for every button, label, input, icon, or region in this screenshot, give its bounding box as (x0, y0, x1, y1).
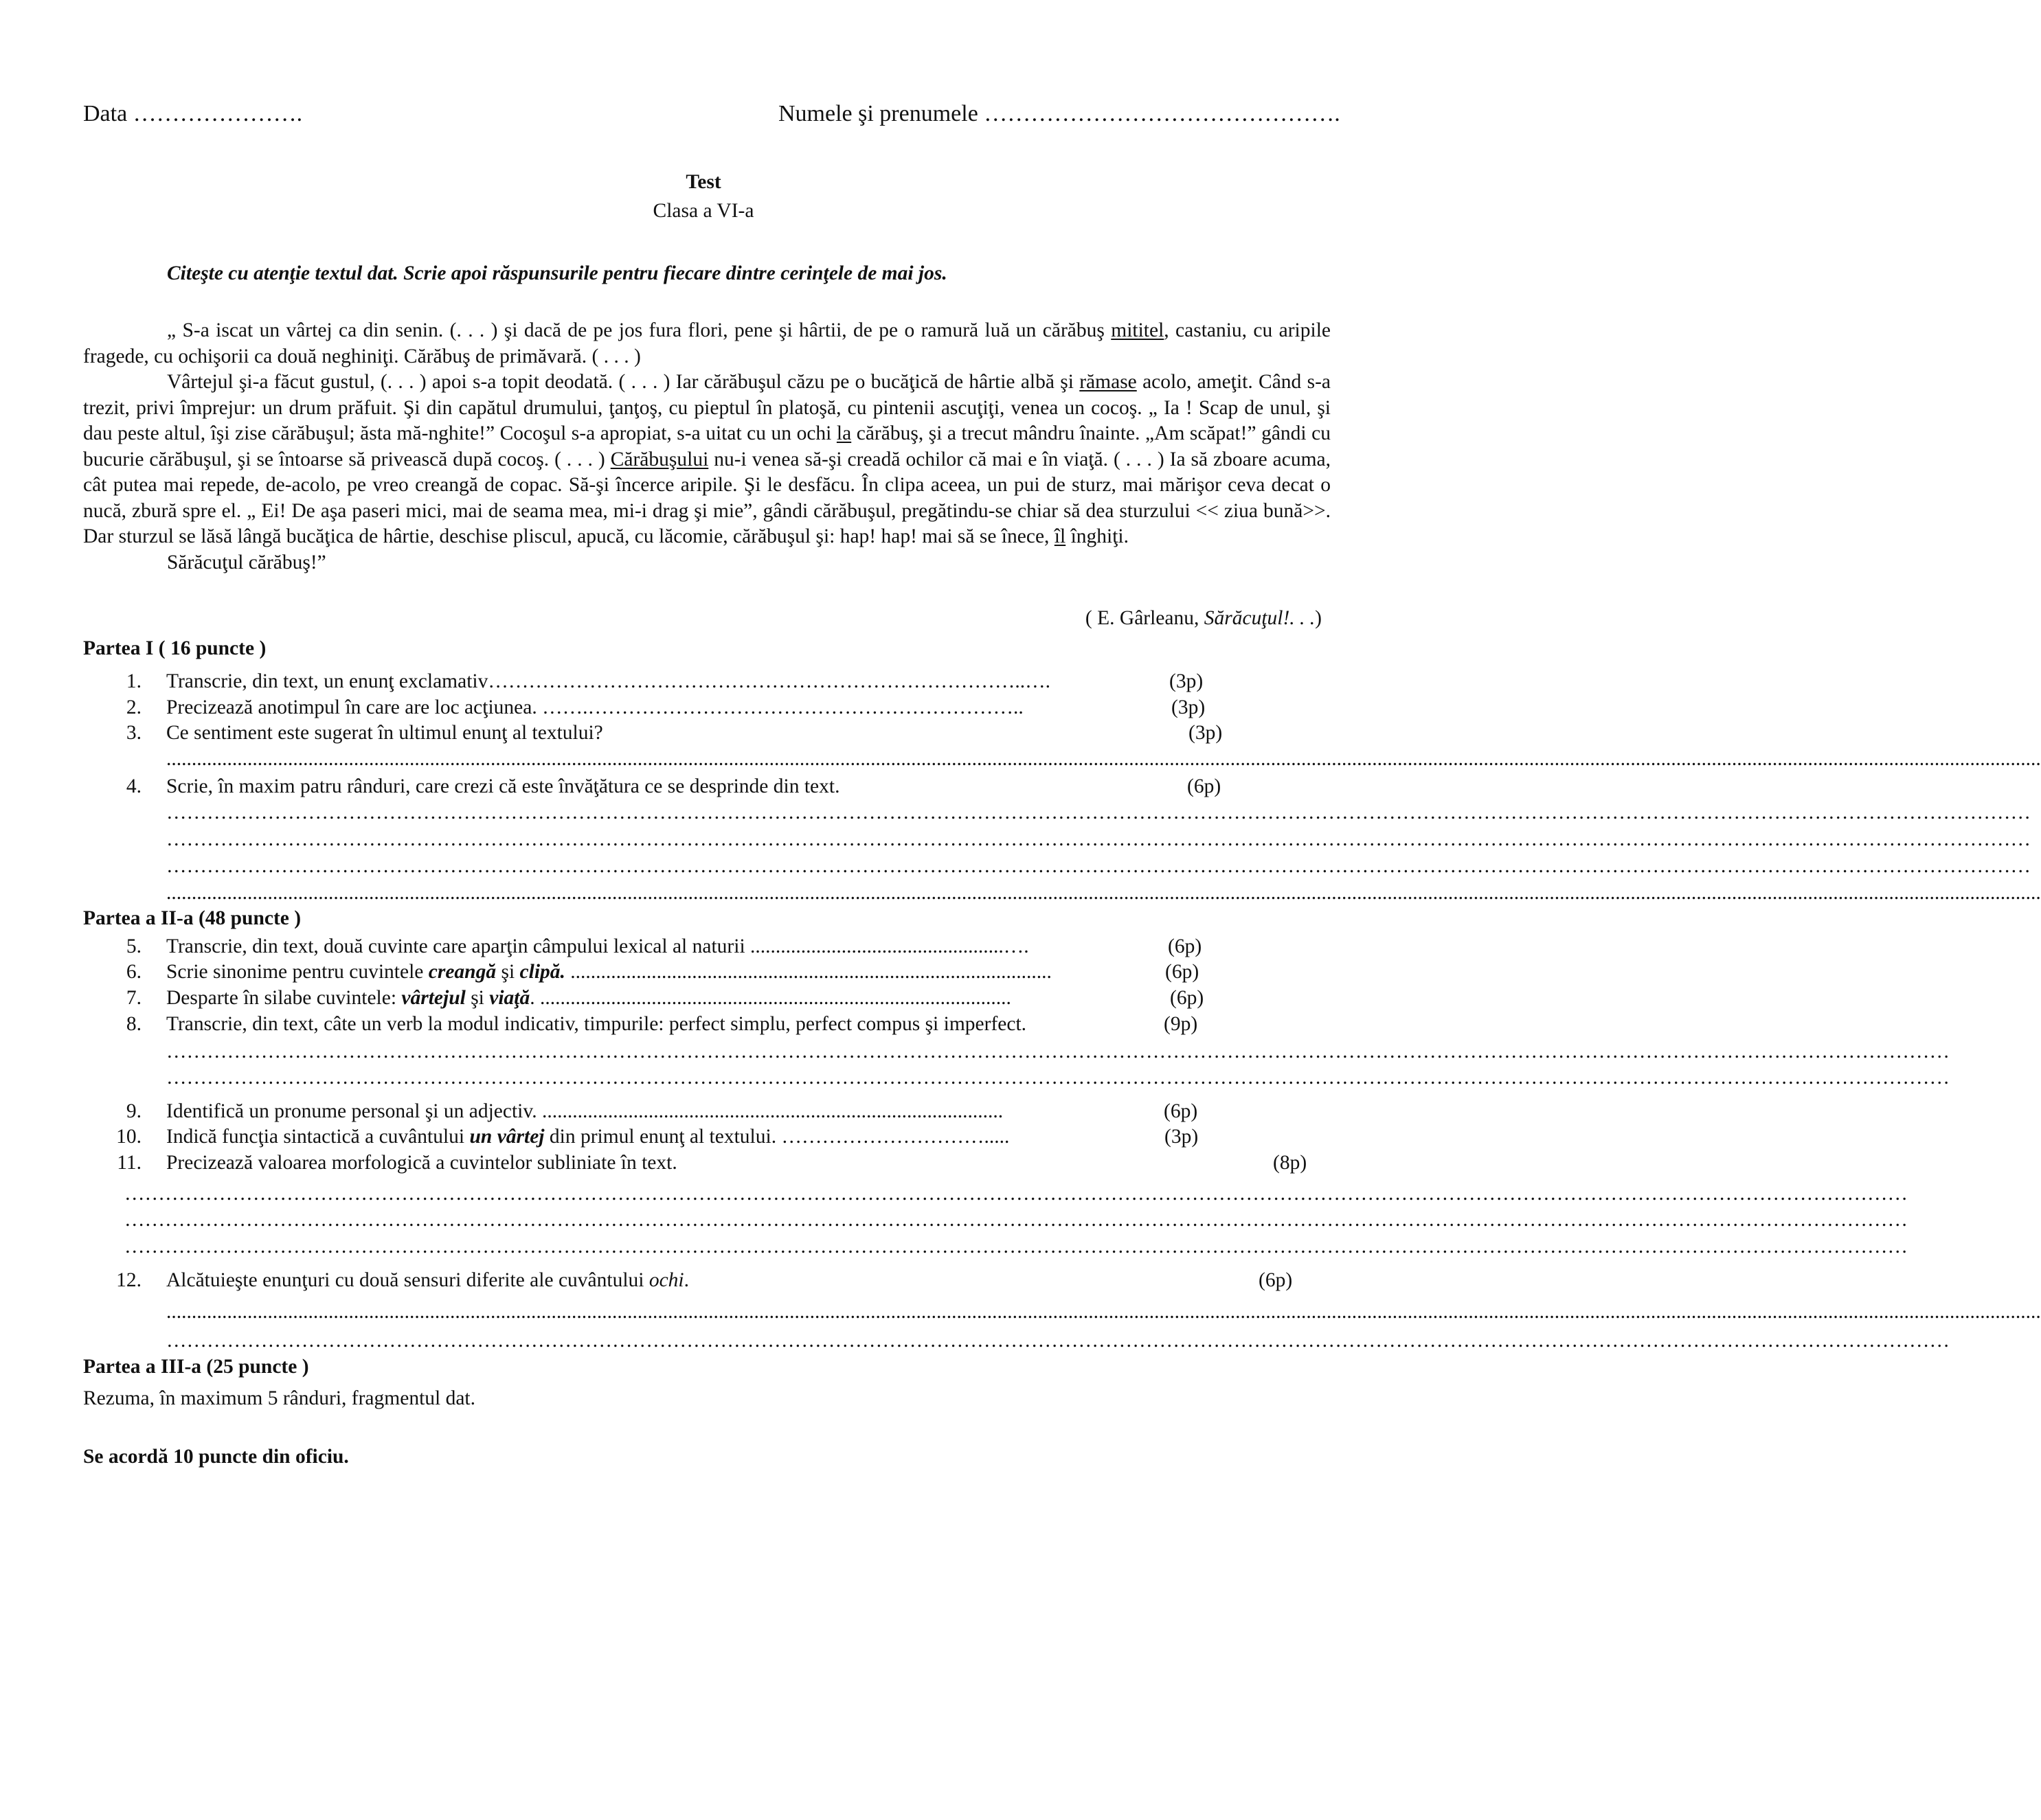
q7-word-1: vârtejul (401, 987, 466, 1009)
q10-text-part: Indică funcţia sintactică a cuvântului (166, 1126, 470, 1148)
answer-line[interactable]: ………………………………………………………………………………………………………………………………………………………………………………………………………………………………………… (124, 1183, 1908, 1205)
q6-text-part: Scrie sinonime pentru cuvintele (166, 961, 429, 983)
story-text-part: cărăbuş, şi a trecut mândru înainte. „Am scăpat!” gândi cu bucurie cărăbuşul, şi se întoarse să privească după cocoş. ( . . . ) (83, 422, 1331, 470)
story-text-part: Vârtejul şi-a făcut gustul, (. . . ) apoi s-a topit deodată. ( . . . ) Iar cărăbuşul căzu pe o bucăţică de hârtie albă şi (167, 371, 1080, 393)
q10-word: un vârtej (469, 1126, 545, 1148)
q3-number: 3. (126, 722, 142, 744)
q8-points: (9p) (1164, 1013, 1198, 1035)
q2-points: (3p) (1171, 696, 1206, 718)
q10-text-part: din primul enunţ al textului. …………………………..... (544, 1126, 1010, 1148)
q12-text-part: . (684, 1269, 690, 1291)
q10-text (166, 1124, 1009, 1150)
q5-points: (6p) (1168, 935, 1202, 957)
q10-number: 10. (116, 1126, 142, 1148)
q12-word: ochi (649, 1269, 684, 1291)
story-paragraph-3: Sărăcuţul cărăbuş!” (167, 551, 326, 573)
answer-line[interactable]: …………………………………………………………………………………………………………………………………………………………………………………………………………………………………………………… (166, 801, 2031, 823)
story-text-part: înghiţi. (1065, 525, 1129, 547)
q9-points: (6p) (1164, 1100, 1198, 1122)
q12-number: 12. (116, 1269, 142, 1291)
q8-text: Transcrie, din text, câte un verb la modul indicativ, timpurile: perfect simplu, perfect compus şi imperfect. (166, 1013, 1027, 1035)
answer-line[interactable]: .................................................................................................................................................................................................................................................................................................................................................................................. (166, 882, 2041, 904)
q5-number: 5. (126, 935, 142, 957)
q4-points: (6p) (1187, 775, 1221, 797)
source-author: ( E. Gârleanu, (1085, 607, 1204, 629)
q6-points: (6p) (1165, 961, 1199, 983)
part3-title: Partea a III-a (25 puncte ) (83, 1356, 309, 1378)
story-paragraph-1 (83, 318, 1331, 369)
part3-text: Rezuma, în maximum 5 rânduri, fragmentul dat. (83, 1387, 476, 1409)
q9-text: Identifică un pronume personal şi un adjectiv. ........................................................................................... (166, 1100, 1004, 1122)
q9-number: 9. (126, 1100, 142, 1122)
answer-line[interactable]: …………………………………………………………………………………………………………………………………………………………………………………………………………………………………………………… (166, 855, 2031, 877)
q6-text-part: şi (496, 961, 520, 983)
q11-text: Precizează valoarea morfologică a cuvintelor subliniate în text. (166, 1152, 677, 1174)
q7-points: (6p) (1170, 987, 1204, 1009)
q7-text-part: Desparte în silabe cuvintele: (166, 987, 402, 1009)
q12-points: (6p) (1259, 1269, 1293, 1291)
story-paragraph-2 (83, 369, 1331, 550)
source-suffix: ) (1315, 607, 1322, 629)
part2-title: Partea a II-a (48 puncte ) (83, 907, 302, 929)
underlined-word: la (836, 422, 852, 444)
q11-points: (8p) (1273, 1152, 1307, 1174)
test-title: Test (686, 171, 721, 193)
answer-line[interactable]: …………………………………………………………………………………………………………………………………………………………………………………………………………………………………………………… (166, 828, 2031, 850)
q1-number: 1. (126, 670, 142, 692)
story-text-part: nu-i venea să-şi creadă ochilor că mai e în viaţă. ( . . . ) Ia să zboare acuma, cât putea mai repede, de-acolo, pe vreo creangă de copac. Să-şi încerce aripile. Şi le desfăcu. În clipa aceea, un pui de sturz, mai mărişor ceva decat o nucă, zbură spre el. „ Ei! De aşa paseri mici, mai de seama mea, mi-i drag şi mie”, gândi cărăbuşul, pregătindu-se chiar să dea sturzului << ziua bună>>. Dar sturzul se lăsă lângă bucăţica de hârtie, deschise pliscul, apucă, cu lăcomie, cărăbuşul şi: hap! hap! mai să se înece, (83, 448, 1331, 547)
q4-text: Scrie, în maxim patru rânduri, care crezi că este învăţătura ce se desprinde din text. (166, 775, 840, 797)
q6-text (166, 959, 1052, 986)
q3-points: (3p) (1188, 722, 1223, 744)
answer-line[interactable]: .................................................................................................................................................................................................................................................................................................................................................................................. (166, 1301, 2041, 1323)
date-field: Data …………………. (83, 101, 303, 126)
answer-line[interactable]: .................................................................................................................................................................................................................................................................................................................................................................................. (166, 748, 2041, 770)
answer-line[interactable]: ………………………………………………………………………………………………………………………………………………………………………………………………………………………………………… (166, 1330, 1950, 1352)
q1-points: (3p) (1169, 670, 1204, 692)
q1-text: Transcrie, din text, un enunţ exclamativ……………………………………………………………………..…. (166, 670, 1050, 692)
q3-text: Ce sentiment este sugerat în ultimul enunţ al textului? (166, 722, 603, 744)
underlined-word: Cărăbuşului (610, 448, 709, 470)
source-citation (1085, 606, 1322, 632)
class-label: Clasa a VI-a (653, 200, 754, 222)
story-text-part: „ S-a iscat un vârtej ca din senin. (. . . ) şi dacă de pe jos fura flori, pene şi hârtii, de pe o ramură luă un cărăbuş (167, 319, 1112, 341)
q6-text-part: ............................................................................................... (565, 961, 1052, 983)
underlined-word: mititel (1111, 319, 1164, 341)
part1-title: Partea I ( 16 puncte ) (83, 637, 267, 659)
story-text-part: , castaniu, cu aripile fragede, cu ochişorii ca două neghiniţi. Cărăbuş de primăvară. ( . . . ) (83, 319, 1331, 367)
story-text (83, 318, 1331, 576)
q7-word-2: viaţă (489, 987, 530, 1009)
story-text-part: acolo, ameţit. Când s-a trezit, privi împrejur: un drum prăfuit. Şi din capătul drumului, ţanţoş, cu pieptul în platoşă, cu pintenii ascuţiţi, venea un cocoş. „ Ia ! Scap de unul, şi dau peste altul, îşi zise cărăbuşul; ăsta mă-nghite!” Cocoşul s-a apropiat, s-a uitat cu un ochi (83, 371, 1331, 444)
answer-line[interactable]: ………………………………………………………………………………………………………………………………………………………………………………………………………………………………………… (166, 1040, 1950, 1062)
name-field: Numele şi prenumele ………………………………………. (778, 101, 1340, 126)
q2-number: 2. (126, 696, 142, 718)
q12-text (166, 1268, 689, 1294)
q6-word-2: clipă. (519, 961, 565, 983)
q7-text-part: şi (465, 987, 490, 1009)
q7-text-part: . ............................................................................................. (530, 987, 1011, 1009)
footer-note: Se acordă 10 puncte din oficiu. (83, 1446, 349, 1468)
q8-number: 8. (126, 1013, 142, 1035)
q4-number: 4. (126, 775, 142, 797)
underlined-word: îl (1054, 525, 1066, 547)
q5-text: Transcrie, din text, două cuvinte care aparţin câmpului lexical al naturii ..................................................…. (166, 935, 1029, 957)
underlined-word: rămase (1079, 371, 1137, 393)
q12-text-part: Alcătuieşte enunţuri cu două sensuri diferite ale cuvântului (166, 1269, 649, 1291)
source-title: Sărăcuţul!. . . (1204, 607, 1316, 629)
answer-line[interactable]: ………………………………………………………………………………………………………………………………………………………………………………………………………………………………………… (166, 1067, 1950, 1089)
instruction: Citeşte cu atenţie textul dat. Scrie apoi răspunsurile pentru fiecare dintre cerinţele de mai jos. (167, 262, 947, 284)
q7-number: 7. (126, 987, 142, 1009)
answer-line[interactable]: ………………………………………………………………………………………………………………………………………………………………………………………………………………………………………… (124, 1209, 1908, 1231)
q10-points: (3p) (1164, 1126, 1199, 1148)
q7-text (166, 986, 1011, 1012)
q2-text: Precizează anotimpul în care are loc acţiunea. …….……………………………………………………….. (166, 696, 1024, 718)
q11-number: 11. (117, 1152, 142, 1174)
answer-line[interactable]: ………………………………………………………………………………………………………………………………………………………………………………………………………………………………………… (124, 1236, 1908, 1258)
q6-word-1: creangă (428, 961, 497, 983)
q6-number: 6. (126, 961, 142, 983)
